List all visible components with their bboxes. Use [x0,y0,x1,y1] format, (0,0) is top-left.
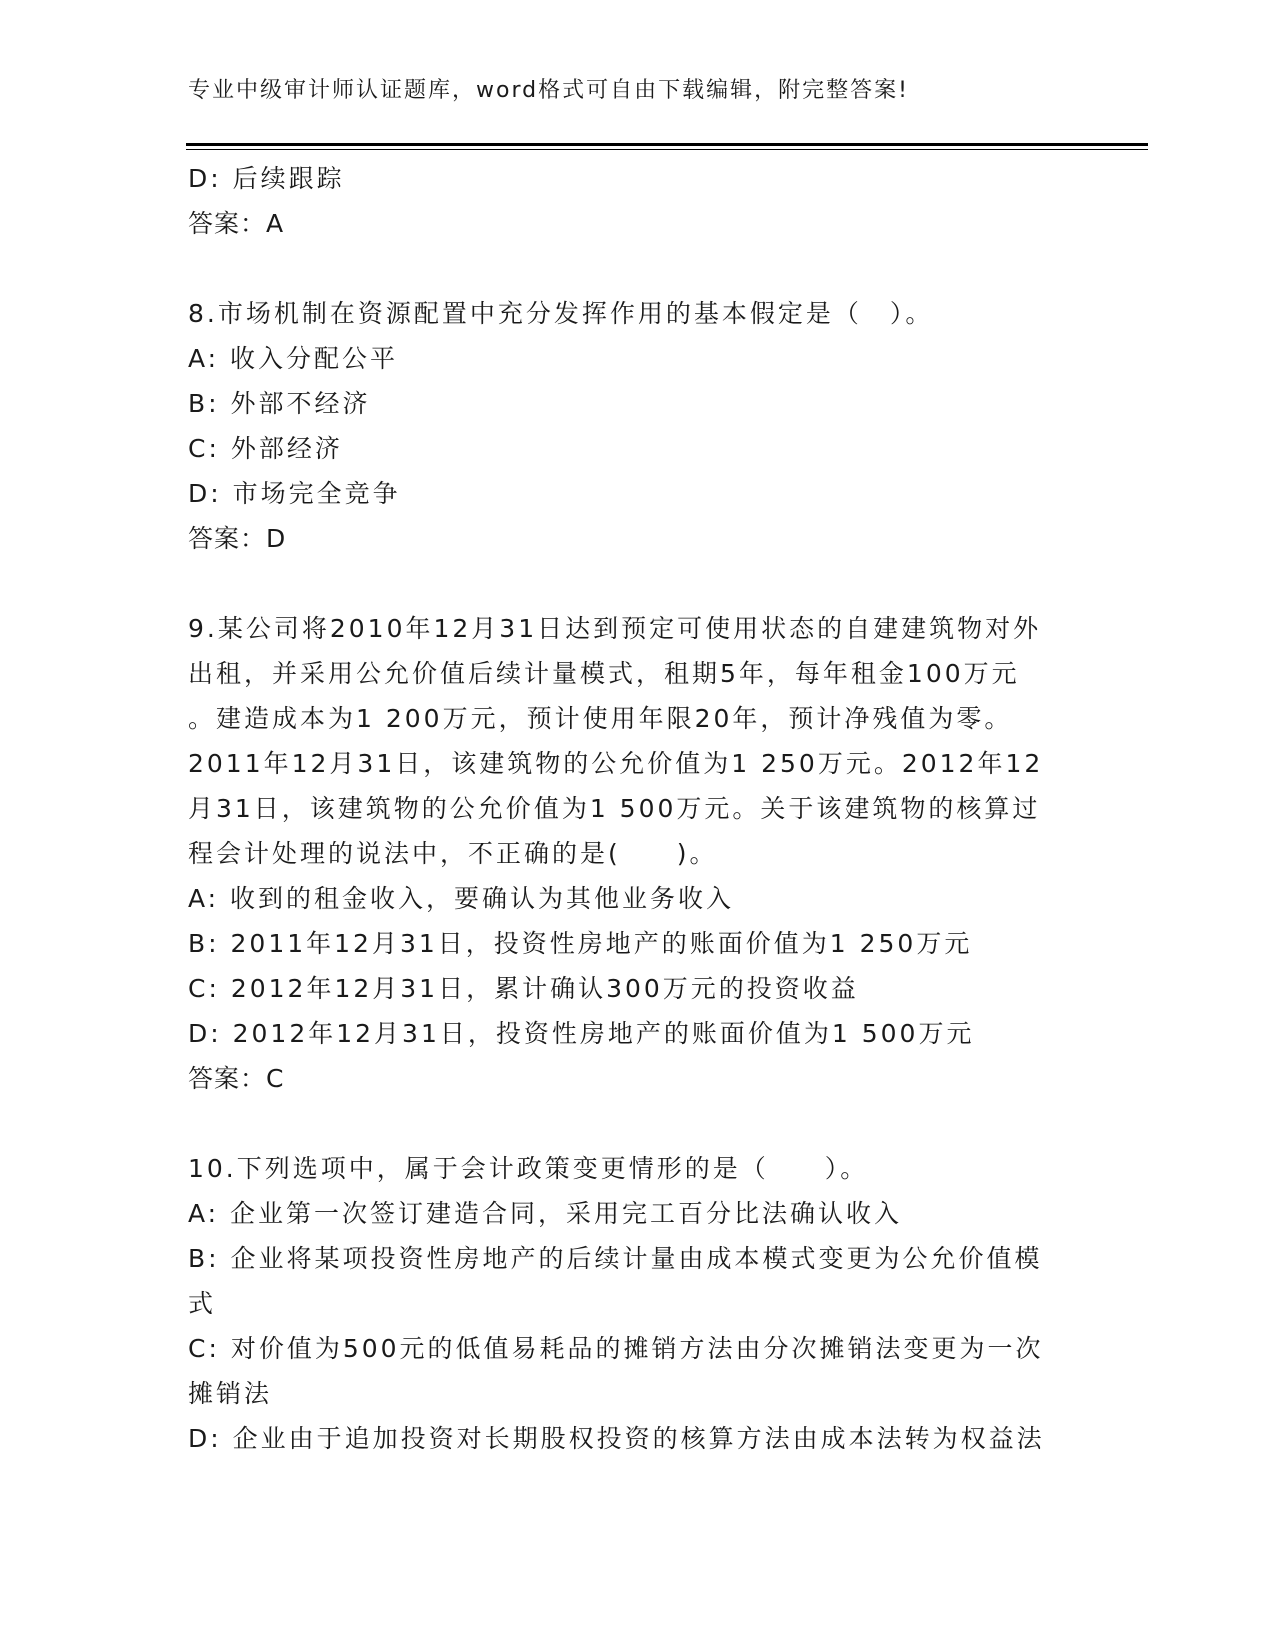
question-9-stem-line: 。建造成本为1 200万元，预计使用年限20年，预计净残值为零。 [188,704,1013,733]
spacer [188,1101,1088,1146]
question-8-option-d: D: 市场完全竞争 [188,479,401,508]
question-8 [188,291,1088,561]
question-8-stem: 8.市场机制在资源配置中充分发挥作用的基本假定是（ ）。 [188,299,934,328]
question-9-answer: 答案：C [188,1064,285,1093]
question-8-option-a: A: 收入分配公平 [188,344,399,373]
question-7-tail [188,156,1088,246]
question-10-option-d: D: 企业由于追加投资对长期股权投资的核算方法由成本法转为权益法 [188,1424,1045,1453]
question-10-stem: 10.下列选项中，属于会计政策变更情形的是（ ）。 [188,1154,869,1183]
question-9-stem-line: 出租，并采用公允价值后续计量模式，租期5年，每年租金100万元 [188,659,1020,688]
question-10-option-c-line: C: 对价值为500元的低值易耗品的摊销方法由分次摊销法变更为一次 [188,1334,1044,1363]
question-7-answer: 答案：A [188,209,285,238]
document-body [188,156,1088,1461]
question-7-option-d: D: 后续跟踪 [188,164,345,193]
question-8-option-b: B: 外部不经济 [188,389,371,418]
question-9-stem-line: 程会计处理的说法中，不正确的是( )。 [188,839,718,868]
question-10-option-b-line: B: 企业将某项投资性房地产的后续计量由成本模式变更为公允价值模 [188,1244,1043,1273]
question-10-option-a: A: 企业第一次签订建造合同，采用完工百分比法确认收入 [188,1199,903,1228]
question-9-stem-line: 9.某公司将2010年12月31日达到预定可使用状态的自建建筑物对外 [188,614,1042,643]
spacer [188,561,1088,606]
question-8-option-c: C: 外部经济 [188,434,343,463]
page-header: 专业中级审计师认证题库，word格式可自由下载编辑，附完整答案! [188,78,909,103]
question-10-option-b-line: 式 [188,1289,217,1318]
question-10-option-c-line: 摊销法 [188,1379,273,1408]
spacer [188,246,1088,291]
question-9-option-d: D: 2012年12月31日，投资性房地产的账面价值为1 500万元 [188,1019,975,1048]
header-rule-thick [186,143,1148,146]
question-9 [188,606,1088,1101]
question-9-stem-line: 月31日，该建筑物的公允价值为1 500万元。关于该建筑物的核算过 [188,794,1041,823]
question-10 [188,1146,1088,1461]
question-9-option-c: C: 2012年12月31日，累计确认300万元的投资收益 [188,974,859,1003]
question-9-option-a: A: 收到的租金收入，要确认为其他业务收入 [188,884,735,913]
header-rule-thin [186,149,1148,150]
question-9-option-b: B: 2011年12月31日，投资性房地产的账面价值为1 250万元 [188,929,973,958]
question-9-stem-line: 2011年12月31日，该建筑物的公允价值为1 250万元。2012年12 [188,749,1044,778]
question-8-answer: 答案：D [188,524,287,553]
